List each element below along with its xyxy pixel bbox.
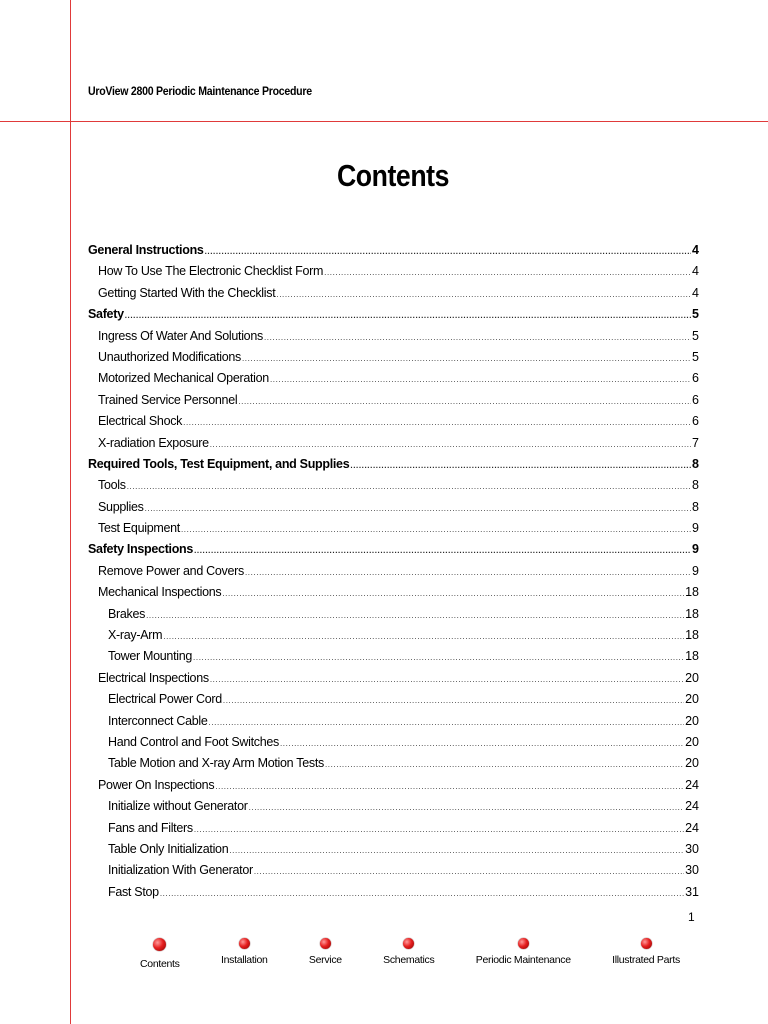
toc-entry-label: Ingress Of Water And Solutions <box>98 328 263 343</box>
toc-entry-page: 8 <box>692 478 699 493</box>
toc-entry[interactable] <box>88 582 699 603</box>
page-heading: Contents <box>336 158 450 193</box>
dot-leader <box>324 262 691 283</box>
toc-entry-label: Brakes <box>108 606 146 621</box>
toc-entry-page: 4 <box>692 243 699 257</box>
nav-link-schematics[interactable] <box>383 938 434 978</box>
dot-leader <box>350 455 691 476</box>
toc-entry-label: Tools <box>98 478 126 493</box>
toc-entry-page: 6 <box>692 414 699 429</box>
toc-entry-page: 6 <box>692 392 699 407</box>
red-ball-icon <box>518 938 529 949</box>
nav-label: Schematics <box>383 954 435 966</box>
toc-entry[interactable] <box>88 539 699 560</box>
dot-leader <box>222 583 684 604</box>
nav-label: Illustrated Parts <box>612 954 680 966</box>
toc-entry[interactable] <box>88 518 699 539</box>
toc-entry[interactable] <box>88 711 699 732</box>
page-number: 1 <box>688 910 695 924</box>
toc-entry[interactable] <box>88 839 699 860</box>
dot-leader <box>181 519 691 540</box>
header-rule-horizontal <box>0 121 768 122</box>
toc-entry-page: 6 <box>692 371 699 386</box>
red-ball-icon <box>153 938 166 951</box>
toc-entry-label: Remove Power and Covers <box>98 563 244 578</box>
dot-leader <box>160 883 684 904</box>
toc-entry-label: Trained Service Personnel <box>98 392 238 407</box>
table-of-contents <box>88 240 699 903</box>
toc-entry[interactable] <box>88 411 699 432</box>
dot-leader <box>210 434 691 455</box>
toc-entry[interactable] <box>88 753 699 774</box>
toc-entry-page: 9 <box>692 563 699 578</box>
toc-entry-label: Safety <box>88 307 124 322</box>
dot-leader <box>325 754 684 775</box>
toc-entry-page: 5 <box>692 349 699 364</box>
dot-leader <box>145 498 691 519</box>
toc-entry[interactable] <box>88 475 699 496</box>
toc-entry-page: 4 <box>692 264 699 279</box>
toc-entry-label: How To Use The Electronic Checklist Form <box>98 264 324 279</box>
red-ball-icon <box>403 938 414 949</box>
nav-link-illustrated-parts[interactable] <box>612 938 680 978</box>
toc-entry[interactable] <box>88 326 699 347</box>
dot-leader <box>280 733 684 754</box>
toc-entry-page: 8 <box>692 456 699 471</box>
toc-entry-label: General Instructions <box>88 243 204 257</box>
toc-entry-page: 24 <box>685 820 699 835</box>
dot-leader <box>254 861 684 882</box>
toc-entry[interactable] <box>88 860 699 881</box>
dot-leader <box>249 797 685 818</box>
toc-entry-page: 31 <box>685 884 699 899</box>
toc-entry-page: 18 <box>685 649 699 664</box>
red-ball-icon <box>239 938 250 949</box>
nav-label: Periodic Maintenance <box>475 954 571 966</box>
toc-entry-label: Required Tools, Test Equipment, and Supplies <box>88 456 350 471</box>
toc-entry[interactable] <box>88 304 699 325</box>
dot-leader <box>245 562 691 583</box>
toc-entry[interactable] <box>88 561 699 582</box>
dot-leader <box>264 327 691 348</box>
toc-entry-page: 8 <box>692 499 699 514</box>
toc-entry[interactable] <box>88 625 699 646</box>
toc-entry-label: Table Motion and X-ray Arm Motion Tests <box>108 756 324 771</box>
dot-leader <box>125 305 691 326</box>
dot-leader <box>223 690 684 711</box>
toc-entry-page: 7 <box>692 435 699 450</box>
dot-leader <box>146 605 684 626</box>
toc-entry-label: Electrical Inspections <box>98 670 209 685</box>
toc-entry-label: Electrical Shock <box>98 414 183 429</box>
dot-leader <box>194 540 691 561</box>
toc-entry[interactable] <box>88 368 699 389</box>
toc-entry[interactable] <box>88 775 699 796</box>
toc-entry-page: 20 <box>685 756 699 771</box>
toc-entry-page: 5 <box>692 328 699 343</box>
toc-entry-page: 18 <box>685 606 699 621</box>
toc-entry-label: Safety Inspections <box>88 542 194 557</box>
toc-entry-label: X-ray-Arm <box>108 628 163 643</box>
toc-entry-page: 18 <box>685 628 699 643</box>
toc-entry-label: Table Only Initialization <box>108 841 229 856</box>
toc-entry[interactable] <box>88 261 699 282</box>
dot-leader <box>183 412 691 433</box>
nav-link-installation[interactable] <box>221 938 268 978</box>
margin-rule-vertical <box>70 0 71 1024</box>
nav-link-service[interactable] <box>309 938 342 978</box>
toc-entry-label: Motorized Mechanical Operation <box>98 371 269 386</box>
toc-entry-page: 20 <box>685 692 699 707</box>
toc-entry-page: 9 <box>692 542 699 557</box>
red-ball-icon <box>641 938 652 949</box>
toc-entry[interactable] <box>88 646 699 667</box>
dot-leader <box>242 348 691 369</box>
toc-entry-page: 9 <box>692 521 699 536</box>
document-title: UroView 2800 Periodic Maintenance Procedure <box>88 84 312 98</box>
dot-leader <box>270 369 691 390</box>
toc-entry-page: 30 <box>685 841 699 856</box>
nav-label: Service <box>308 954 342 966</box>
toc-entry[interactable] <box>88 283 699 304</box>
nav-label: Contents <box>140 958 180 970</box>
toc-entry[interactable] <box>88 689 699 710</box>
toc-entry-label: Mechanical Inspections <box>98 585 222 600</box>
bottom-navigation <box>140 938 680 978</box>
toc-entry-label: Fast Stop <box>108 884 159 899</box>
dot-leader <box>229 840 684 861</box>
toc-entry[interactable] <box>88 604 699 625</box>
toc-entry-label: Power On Inspections <box>98 777 215 792</box>
toc-entry-page: 18 <box>685 585 699 600</box>
dot-leader <box>127 476 691 497</box>
dot-leader <box>163 626 684 647</box>
toc-entry-label: Fans and Filters <box>108 820 193 835</box>
nav-link-periodic-maintenance[interactable] <box>476 938 571 978</box>
dot-leader <box>276 284 691 305</box>
toc-entry-label: Interconnect Cable <box>108 713 208 728</box>
toc-entry[interactable] <box>88 882 699 903</box>
toc-entry-label: Electrical Power Cord <box>108 692 222 707</box>
toc-entry-page: 24 <box>685 777 699 792</box>
toc-entry-page: 4 <box>692 285 699 300</box>
toc-entry-label: Tower Mounting <box>108 649 193 664</box>
toc-entry-label: Getting Started With the Checklist <box>98 285 276 300</box>
toc-entry[interactable] <box>88 818 699 839</box>
toc-entry-page: 20 <box>685 713 699 728</box>
nav-link-contents[interactable] <box>140 938 180 978</box>
toc-entry-label: Test Equipment <box>98 521 180 536</box>
toc-entry-page: 5 <box>692 307 699 322</box>
toc-entry[interactable] <box>88 433 699 454</box>
dot-leader <box>238 391 691 412</box>
toc-entry[interactable] <box>88 497 699 518</box>
toc-entry-page: 30 <box>685 863 699 878</box>
toc-entry-page: 20 <box>685 670 699 685</box>
dot-leader <box>209 712 685 733</box>
toc-entry-label: X-radiation Exposure <box>98 435 209 450</box>
toc-entry[interactable] <box>88 668 699 689</box>
toc-entry[interactable] <box>88 454 699 475</box>
dot-leader <box>215 776 684 797</box>
toc-entry-label: Initialize without Generator <box>108 799 248 814</box>
toc-entry[interactable] <box>88 240 699 261</box>
toc-entry-label: Hand Control and Foot Switches <box>108 734 279 749</box>
toc-entry-page: 24 <box>685 799 699 814</box>
nav-label: Installation <box>220 954 268 966</box>
dot-leader <box>194 819 684 840</box>
dot-leader <box>205 241 691 262</box>
dot-leader <box>193 647 684 668</box>
dot-leader <box>210 669 684 690</box>
toc-entry[interactable] <box>88 390 699 411</box>
toc-entry[interactable] <box>88 347 699 368</box>
toc-entry[interactable] <box>88 796 699 817</box>
toc-entry-label: Unauthorized Modifications <box>98 349 241 364</box>
red-ball-icon <box>320 938 331 949</box>
toc-entry-page: 20 <box>685 734 699 749</box>
toc-entry[interactable] <box>88 732 699 753</box>
toc-entry-label: Initialization With Generator <box>108 863 253 878</box>
toc-entry-label: Supplies <box>98 499 144 514</box>
